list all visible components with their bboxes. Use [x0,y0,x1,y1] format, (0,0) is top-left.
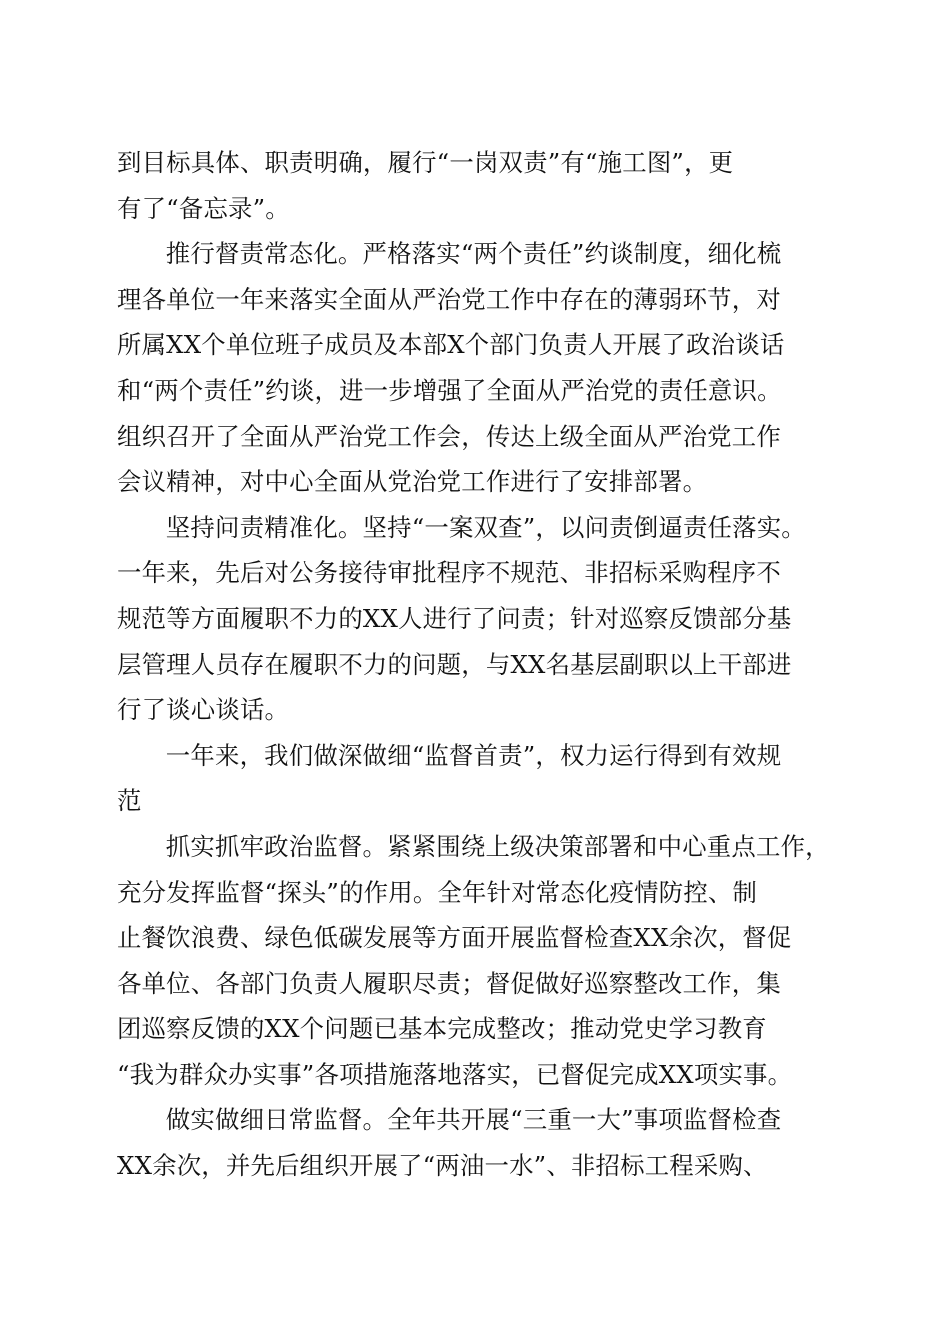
text-line: 坚持问责精准化。坚持“一案双查”，以问责倒逼责任落实。 [165,512,806,542]
paragraph-supervision-normalization [117,231,835,505]
text-line: 和“两个责任”约谈，进一步增强了全面从严治党的责任意识。 [117,375,782,405]
text-line: 组织召开了全面从严治党工作会，传达上级全面从严治党工作 [117,421,781,451]
text-line: 推行督责常态化。严格落实“两个责任”约谈制度，细化梳 [165,239,782,269]
text-line: 行了谈心谈话。 [117,695,290,725]
text-line: 一年来，我们做深做细“监督首责”，权力运行得到有效规 [165,740,782,770]
text-line: 一年来，先后对公务接待审批程序不规范、非招标采购程序不 [117,558,781,588]
text-line: 充分发挥监督“探头”的作用。全年针对常态化疫情防控、制 [117,877,758,907]
paragraph-daily-supervision [117,1097,835,1188]
text-line: 理各单位一年来落实全面从严治党工作中存在的薄弱环节，对 [117,284,781,314]
document-body [117,140,835,1189]
text-line: 规范等方面履职不力的XX人进行了问责；针对巡察反馈部分基 [117,603,792,633]
text-line: 团巡察反馈的XX个问题已基本完成整改；推动党史学习教育 [117,1014,767,1044]
text-line: 到目标具体、职责明确，履行“一岗双责”有“施工图”，更 [117,148,734,177]
text-line: 抓实抓牢政治监督。紧紧围绕上级决策部署和中心重点工作， [165,831,830,861]
text-line: XX余次，并先后组织开展了“两油一水”、非招标工程采购、 [117,1151,768,1181]
text-line: 所属XX个单位班子成员及本部X个部门负责人开展了政治谈话 [117,330,785,360]
text-line: 层管理人员存在履职不力的问题，与XX名基层副职以上干部进 [117,649,792,679]
text-line: 有了“备忘录”。 [117,193,290,223]
text-line: 会议精神，对中心全面从党治党工作进行了安排部署。 [117,467,708,497]
paragraph-continued [117,140,835,231]
text-line: 做实做细日常监督。全年共开展“三重一大”事项监督检查 [165,1105,782,1135]
text-line: 止餐饮浪费、绿色低碳发展等方面开展监督检查XX余次，督促 [117,923,792,953]
text-line: “我为群众办实事”各项措施落地落实，已督促完成XX项实事。 [117,1059,793,1089]
paragraph-accountability-precision [117,505,835,733]
text-line: 范 [117,786,142,816]
text-line: 各单位、各部门负责人履职尽责；督促做好巡察整改工作，集 [117,968,781,998]
paragraph-section-heading [117,733,835,824]
paragraph-political-supervision [117,824,835,1098]
